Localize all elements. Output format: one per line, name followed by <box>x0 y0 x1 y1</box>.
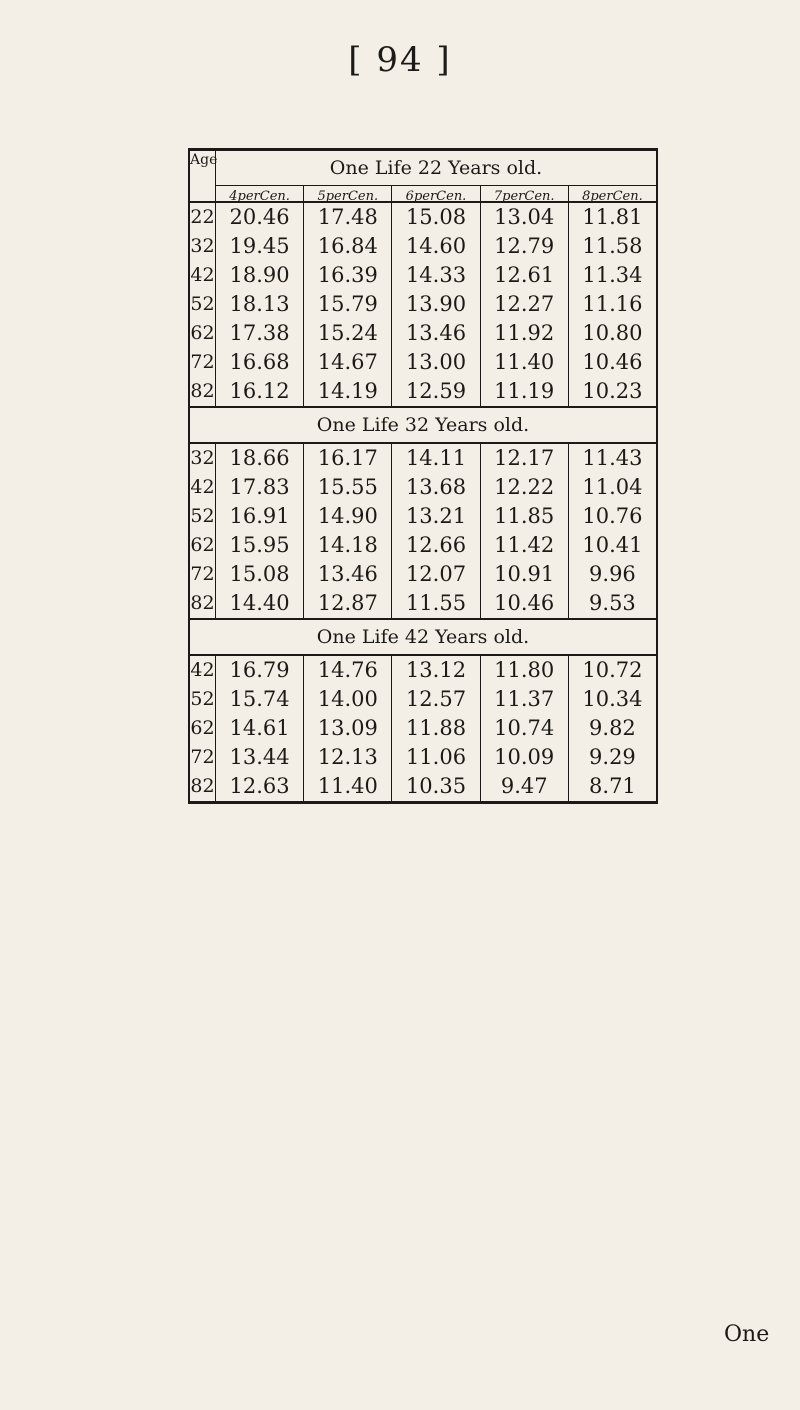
value-cell: 12.57 <box>392 685 480 714</box>
value-cell: 16.12 <box>216 377 304 406</box>
rate-header-8: 8perCen. <box>582 189 643 204</box>
value-cell: 8.71 <box>589 774 636 798</box>
value-cell: 15.74 <box>216 685 304 714</box>
rate-header-5: 5perCen. <box>304 186 392 210</box>
bottom-rule <box>190 801 656 804</box>
value-cell: 13.44 <box>216 743 304 772</box>
value-cell: 12.61 <box>481 261 569 290</box>
age-cell: 22 <box>190 203 216 232</box>
value-cell: 11.43 <box>582 446 643 470</box>
value-cell: 16.17 <box>304 444 392 473</box>
age-cell: 52 <box>190 290 216 319</box>
table-row <box>190 714 656 743</box>
value-cell: 16.68 <box>216 348 304 377</box>
age-cell: 72 <box>190 743 216 772</box>
value-cell: 12.22 <box>481 473 569 502</box>
table-row <box>190 473 656 502</box>
value-cell: 13.00 <box>392 348 480 377</box>
value-cell: 17.48 <box>304 203 392 232</box>
value-cell: 20.46 <box>216 203 304 232</box>
age-cell: 42 <box>190 473 216 502</box>
age-cell: 72 <box>190 560 216 589</box>
value-cell: 12.13 <box>304 743 392 772</box>
table-row <box>190 589 656 618</box>
age-cell: 32 <box>190 444 216 473</box>
value-cell: 18.66 <box>216 444 304 473</box>
value-cell: 10.09 <box>481 743 569 772</box>
value-cell: 13.09 <box>304 714 392 743</box>
table-row <box>190 319 656 348</box>
value-cell: 14.18 <box>304 531 392 560</box>
value-cell: 14.61 <box>216 714 304 743</box>
value-cell: 12.59 <box>392 377 480 406</box>
value-cell: 19.45 <box>216 232 304 261</box>
value-cell: 15.95 <box>216 531 304 560</box>
value-cell: 16.91 <box>216 502 304 531</box>
value-cell: 13.46 <box>304 560 392 589</box>
value-cell: 11.06 <box>392 743 480 772</box>
catchword: One <box>724 1322 770 1347</box>
table-row <box>190 656 656 685</box>
value-cell: 11.85 <box>481 502 569 531</box>
table-row <box>190 531 656 560</box>
age-header-text: Age <box>190 152 218 168</box>
section-title-3: One Life 42 Years old. <box>190 618 656 656</box>
table-row <box>190 232 656 261</box>
value-cell: 15.79 <box>304 290 392 319</box>
value-cell: 14.40 <box>216 589 304 618</box>
value-cell: 9.53 <box>589 591 636 615</box>
annuity-table <box>188 148 658 804</box>
age-cell: 62 <box>190 714 216 743</box>
value-cell: 11.55 <box>392 589 480 618</box>
value-cell: 17.83 <box>216 473 304 502</box>
value-cell: 12.66 <box>392 531 480 560</box>
value-cell: 12.79 <box>481 232 569 261</box>
value-cell: 11.16 <box>582 292 643 316</box>
value-cell: 15.24 <box>304 319 392 348</box>
value-cell: 13.12 <box>392 656 480 685</box>
value-cell: 14.11 <box>392 444 480 473</box>
value-cell: 14.76 <box>304 656 392 685</box>
value-cell: 11.37 <box>481 685 569 714</box>
value-cell: 11.40 <box>304 772 392 801</box>
value-cell: 10.46 <box>481 589 569 618</box>
value-cell: 9.82 <box>589 716 636 740</box>
value-cell: 14.33 <box>392 261 480 290</box>
table-row <box>190 502 656 531</box>
section-title-2: One Life 32 Years old. <box>190 406 656 444</box>
value-cell: 13.46 <box>392 319 480 348</box>
table-row <box>190 348 656 377</box>
value-cell: 10.35 <box>392 772 480 801</box>
age-cell: 62 <box>190 319 216 348</box>
age-cell: 82 <box>190 772 216 801</box>
value-cell: 11.80 <box>481 656 569 685</box>
value-cell: 10.34 <box>582 687 643 711</box>
table-row <box>190 444 656 473</box>
table-row <box>190 377 656 406</box>
value-cell: 17.38 <box>216 319 304 348</box>
value-cell: 15.08 <box>216 560 304 589</box>
table-row <box>190 743 656 772</box>
table-row <box>190 685 656 714</box>
value-cell: 12.63 <box>216 772 304 801</box>
value-cell: 10.41 <box>582 533 643 557</box>
value-cell: 16.79 <box>216 656 304 685</box>
age-cell: 52 <box>190 502 216 531</box>
value-cell: 15.55 <box>304 473 392 502</box>
value-cell: 16.39 <box>304 261 392 290</box>
value-cell: 9.96 <box>589 562 636 586</box>
page-number: [ 94 ] <box>348 40 452 80</box>
age-cell: 72 <box>190 348 216 377</box>
value-cell: 16.84 <box>304 232 392 261</box>
age-cell: 42 <box>190 656 216 685</box>
value-cell: 11.34 <box>582 263 643 287</box>
age-cell: 52 <box>190 685 216 714</box>
section-32-years <box>190 444 656 618</box>
value-cell: 18.13 <box>216 290 304 319</box>
value-cell: 11.04 <box>582 475 643 499</box>
section-22-years <box>190 203 656 406</box>
value-cell: 13.21 <box>392 502 480 531</box>
value-cell: 18.90 <box>216 261 304 290</box>
value-cell: 11.81 <box>582 205 643 229</box>
value-cell: 11.42 <box>481 531 569 560</box>
age-cell: 42 <box>190 261 216 290</box>
age-cell: 62 <box>190 531 216 560</box>
value-cell: 10.80 <box>582 321 643 345</box>
value-cell: 10.23 <box>582 379 643 403</box>
value-cell: 12.17 <box>481 444 569 473</box>
value-cell: 11.40 <box>481 348 569 377</box>
age-column-header <box>190 151 216 201</box>
value-cell: 13.90 <box>392 290 480 319</box>
table-row <box>190 203 656 232</box>
value-cell: 13.04 <box>481 203 569 232</box>
value-cell: 10.72 <box>582 658 643 682</box>
rate-header-4: 4perCen. <box>216 186 304 210</box>
age-cell: 82 <box>190 589 216 618</box>
section-title-1: One Life 22 Years old. <box>329 157 543 179</box>
value-cell: 14.19 <box>304 377 392 406</box>
value-cell: 14.67 <box>304 348 392 377</box>
value-cell: 10.46 <box>582 350 643 374</box>
value-cell: 15.08 <box>392 203 480 232</box>
value-cell: 14.90 <box>304 502 392 531</box>
value-cell: 13.68 <box>392 473 480 502</box>
value-cell: 14.60 <box>392 232 480 261</box>
value-cell: 10.91 <box>481 560 569 589</box>
section-42-years <box>190 656 656 801</box>
value-cell: 11.58 <box>582 234 643 258</box>
value-cell: 12.87 <box>304 589 392 618</box>
age-cell: 82 <box>190 377 216 406</box>
value-cell: 10.74 <box>481 714 569 743</box>
value-cell: 12.07 <box>392 560 480 589</box>
value-cell: 10.76 <box>582 504 643 528</box>
value-cell: 11.88 <box>392 714 480 743</box>
value-cell: 14.00 <box>304 685 392 714</box>
table-header <box>190 151 656 204</box>
table-row <box>190 290 656 319</box>
value-cell: 11.19 <box>481 377 569 406</box>
value-cell: 9.29 <box>589 745 636 769</box>
table-row <box>190 560 656 589</box>
table-row <box>190 772 656 801</box>
rate-header-7: 7perCen. <box>481 186 569 210</box>
rate-header-6: 6perCen. <box>392 186 480 210</box>
value-cell: 12.27 <box>481 290 569 319</box>
value-cell: 9.47 <box>481 772 569 801</box>
table-row <box>190 261 656 290</box>
age-cell: 32 <box>190 232 216 261</box>
value-cell: 11.92 <box>481 319 569 348</box>
header-title-column <box>216 151 656 204</box>
